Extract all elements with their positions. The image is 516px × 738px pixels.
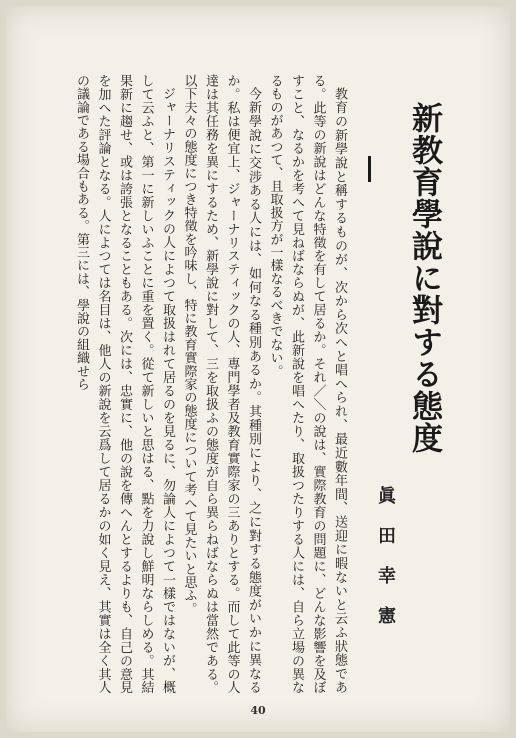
section-number-one (368, 156, 371, 182)
article-title: 新教育學說に對する態度 (406, 102, 442, 454)
page-number: 40 (250, 704, 266, 717)
book-page (6, 6, 510, 732)
paragraph: 教育の新學說と稱するものが、次から次へと唱へられ、最近數年間、送迎に暇ないと云ふ狀態である。此等の新說はどんな特徵を有して居るか。それ／＼の說は、實際教育の問題に、どんな影響を及ぼすこと、なるかを考へて見ねばならぬが、此新說を唱へたり、取扱つたりする人には、自ら立場の異なるものがあつて、且取扱方が一樣なるべきでない。 (267, 74, 347, 694)
article-body (20, 74, 350, 694)
paragraph: 今新學說に交涉ある人には、如何なる種別あるか。其種別により、之に對する態度がいかに異なるか。私は便宜上、ジャーナリスティックの人、專門學者及教育實際家の三ありとする。而して此等の人達は其任務を異にするため、新學說に對して、三を取扱ふの態度が自ら異らねばならぬは當然である。以下夫々の態度につき特徵を吟味し、特に教育實際家の態度について考へて見たいと思ふ。 (181, 74, 261, 694)
author-name: 眞田幸憲 (375, 486, 396, 646)
paragraph: ジャーナリスティックの人によつて取扱はれて居るのを見るに、勿論人によつて一樣ではないが、概して云ふと、第一に新しいふことに重を置く。從て新しいと思はる、點を力說し鮮明ならしめる。其結果新に趨せ、或は誇張となることもある。次には、忠實に、他の說を傳へんとするよりも、自己の意見を加へた評論となる。人によつては名目は、他人の新說を云爲して居るかの如く見え、其實は全く其人の議論である場合もある。第三には、學說の組織せら (74, 74, 175, 694)
